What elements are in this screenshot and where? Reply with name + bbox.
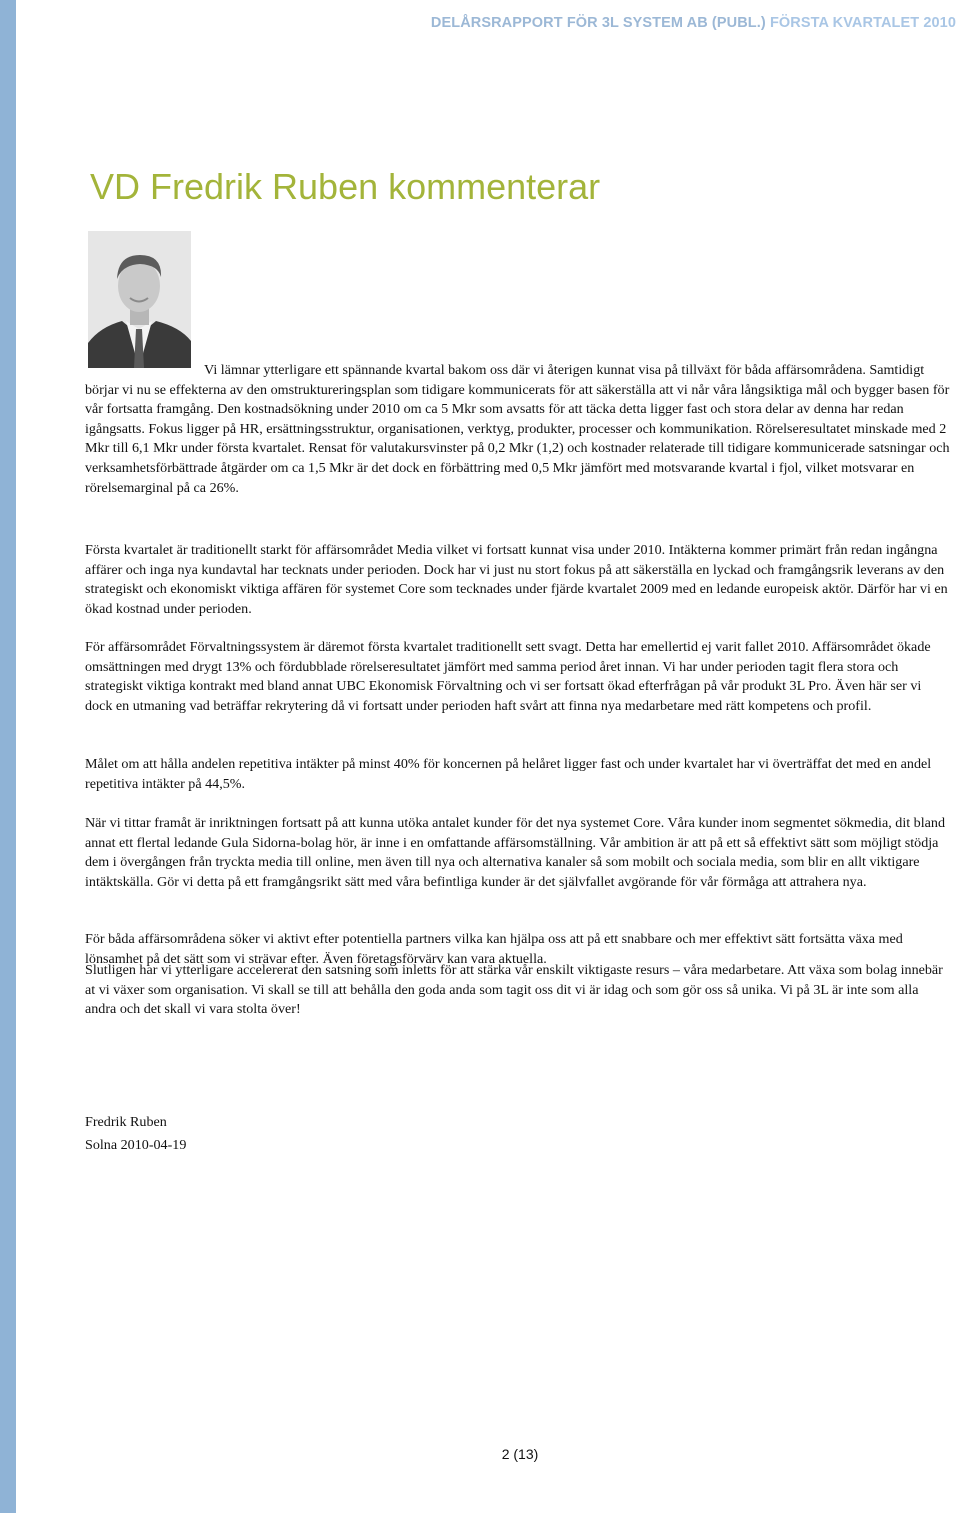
ceo-portrait-photo xyxy=(88,231,191,368)
signature-place-date: Solna 2010-04-19 xyxy=(85,1136,187,1153)
report-header-company: DELÅRSRAPPORT FÖR 3L SYSTEM AB (PUBL.) xyxy=(430,15,766,31)
page-title: VD Fredrik Ruben kommenterar xyxy=(90,166,601,207)
side-accent-bar xyxy=(0,0,16,1513)
paragraph-outlook: När vi tittar framåt är inriktningen fortsatt på att kunna utöka antalet kunder för det nya systemet Core. Våra kunder inom segmentet sökmedia, dit bland annat ett flertal ledande Gula Sidorna-bolag hör, är inne i en omfattande affärsomställning. Vår ambition är att på ett så effektivt sätt som möjligt stödja dem i övergången från tryckta media till online, men även till nya och alternativa kanaler så som mobilt och sociala media, som blir en allt viktigare intäktskälla. Gör vi detta på ett framgångsrikt sätt med våra befintliga kunder är det självfallet avgörande för vår förmåga att attrahera nya. xyxy=(85,815,945,890)
page-number: 2 (13) xyxy=(501,1446,539,1462)
paragraph-partners: För båda affärsområdena söker vi aktivt efter potentiella partners vilka kan hjälpa oss att på ett snabbare och mer effektivt sätt fortsätta växa med lönsamhet på det sätt som vi strävar efter. Även företagsförvärv kan vara aktuella. xyxy=(85,931,903,967)
paragraph-employees: Slutligen har vi ytterligare accelererat den satsning som inletts för att stärka vår enskilt viktigaste resurs – våra medarbetare. Att växa som bolag innebär at vi växer som organisation. Vi skall se till att behålla den goda anda som tagit oss dit vi är idag och som gör oss så unika. Vi på 3L är inte som alla andra och det skall vi vara stolta över! xyxy=(85,962,943,1018)
paragraph-intro: Vi lämnar ytterligare ett spännande kvartal bakom oss där vi återigen kunnat visa på tillväxt för båda affärsområdena. Samtidigt börjar vi nu se effekterna av den omstruktureringsplan som tidigare kommunicerats för att säkerställa att vi når våra långsiktiga mål och bygger basen för vår fortsatta framgång. Den kostnadsökning under 2010 om ca 5 Mkr som avsatts för att täcka detta ligger fast och stora delar av denna har redan igångsatts. Fokus ligger på HR, ersättningsstruktur, organisationen, verktyg, produkter, processer och kommunikation. Rörelseresultatet minskade med 2 Mkr till 6,1 Mkr under första kvartalet. Rensat för valutakursvinster på 0,2 Mkr (1,2) och kostnader relaterade till tidigare kommunicerade satsningar och verksamhetsförbättrade åtgärder om ca 1,5 Mkr är det dock en förbättring med 0,5 Mkr jämfört med motsvarande kvartal i fjol, vilket motsvarar en rörelsemarginal på ca 26%. xyxy=(85,362,950,496)
paragraph-repetitive-revenue: Målet om att hålla andelen repetitiva intäkter på minst 40% för koncernen på helåret ligger fast och under kvartalet har vi överträffat det med en andel repetitiva intäkter på 44,5%. xyxy=(85,756,932,792)
paragraph-forvaltningssystem: För affärsområdet Förvaltningssystem är däremot första kvartalet traditionellt sett svagt. Detta har emellertid ej varit fallet 2010. Affärsområdet ökade omsättningen med drygt 13% och fördubblade rörelseresultatet jämfört med samma period året innan. Vi har under perioden tagit flera stora och strategiskt viktiga kontrakt med bland annat UBC Ekonomisk Förvaltning och vi ser fortsatt ökad efterfrågan på vår produkt 3L Pro. Även här ser vi dock en utmaning vad beträffar rekrytering då vi fortsatt under perioden haft svårt att finna nya medarbetare med rätt kompetens och profil. xyxy=(85,639,931,714)
paragraph-media: Första kvartalet är traditionellt starkt för affärsområdet Media vilket vi fortsatt kunnat visa under 2010. Intäkterna kommer primärt från redan ingångna affärer och inga nya kundavtal har tecknats under perioden. Dock har vi just nu stort fokus på att säkerställa en lyckad och framgångsrik leverans av den strategiskt och ekonomiskt viktiga affären för systemet Core som tecknades under fjärde kvartalet 2009 med en ledande europeisk aktör. Därför har vi en ökad kostnad under perioden. xyxy=(85,542,948,617)
report-header xyxy=(431,15,956,31)
signature-block xyxy=(85,1113,950,1155)
report-header-period: FÖRSTA KVARTALET 2010 xyxy=(769,15,956,31)
signature-name: Fredrik Ruben xyxy=(85,1114,167,1130)
